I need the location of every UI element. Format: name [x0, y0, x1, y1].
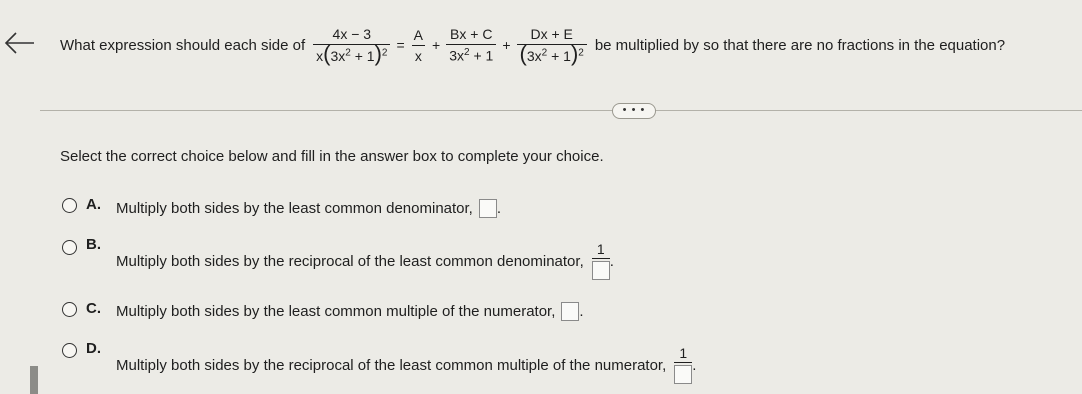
- back-arrow-icon[interactable]: [2, 26, 36, 60]
- more-button[interactable]: • • •: [612, 103, 656, 119]
- instruction: Select the correct choice below and fill in the answer box to complete your choice.: [60, 148, 604, 165]
- lhs-numerator: 4x − 3: [332, 26, 372, 42]
- choice-letter: A.: [86, 196, 101, 213]
- answer-box-c[interactable]: [561, 302, 579, 321]
- lhs-denominator: $x(3x^2 + 1)^2$: [313, 44, 390, 64]
- equals-sign: =: [396, 37, 405, 53]
- reciprocal-fraction-d: 1: [674, 345, 692, 384]
- answer-box-d[interactable]: [674, 365, 692, 384]
- answer-box-b[interactable]: [592, 261, 610, 280]
- plus-sign: +: [432, 37, 441, 53]
- question-suffix: be multiplied by so that there are no fractions in the equation?: [594, 36, 1006, 54]
- choice-text: Multiply both sides by the reciprocal of the least common denominator,: [116, 253, 584, 270]
- choice-letter: C.: [86, 300, 101, 317]
- radio-a[interactable]: [62, 198, 77, 213]
- choice-letter: B.: [86, 236, 101, 253]
- divider: [40, 110, 1082, 111]
- plus-sign-2: +: [502, 37, 511, 53]
- choice-text: Multiply both sides by the least common denominator,: [116, 199, 473, 217]
- answer-box-a[interactable]: [479, 199, 497, 218]
- question: [60, 18, 1011, 72]
- choice-letter: D.: [86, 340, 101, 357]
- term-bc-fraction: $\frac{Bx + C}{3x^2 + 1}$: [446, 26, 496, 64]
- term-a-fraction: $\frac{A}{x}$: [413, 26, 424, 64]
- radio-b[interactable]: [62, 240, 77, 255]
- reciprocal-fraction-b: 1: [592, 241, 610, 280]
- radio-d[interactable]: [62, 343, 77, 358]
- lhs-fraction: [313, 26, 390, 64]
- radio-c[interactable]: [62, 302, 77, 317]
- scroll-indicator: [30, 366, 38, 394]
- choice-text: Multiply both sides by the reciprocal of the least common multiple of the numerator,: [116, 357, 667, 374]
- question-prefix: What expression should each side of: [60, 36, 306, 54]
- choice-text: Multiply both sides by the least common multiple of the numerator,: [116, 302, 556, 320]
- term-de-fraction: $\frac{Dx + E}{(3x^2 + 1)^2}$: [517, 26, 587, 64]
